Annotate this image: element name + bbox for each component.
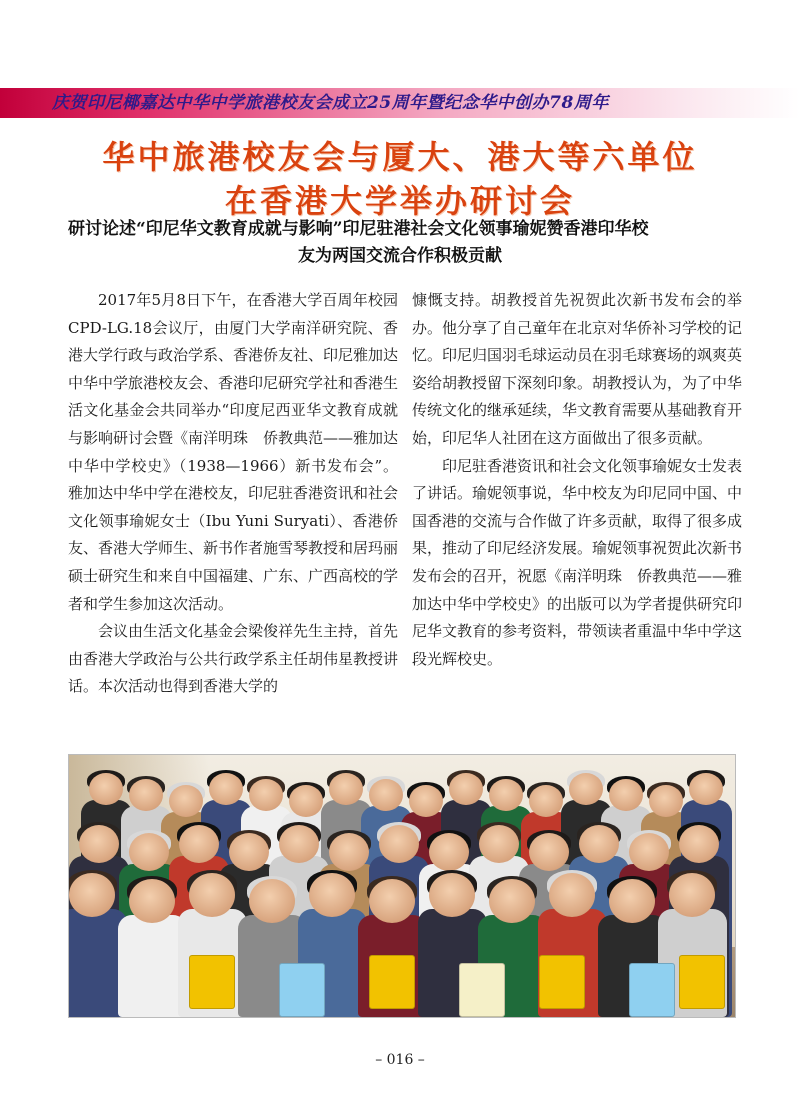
- photo-person-face: [369, 779, 403, 811]
- group-photo: [68, 754, 736, 1018]
- photo-person-face: [79, 825, 119, 863]
- photo-person-face: [529, 785, 563, 817]
- article-paragraph: 慷慨支持。胡教授首先祝贺此次新书发布会的举办。他分享了自己童年在北京对华侨补习学校的记忆。印尼归国羽毛球运动员在羽毛球赛场的飒爽英姿给胡教授留下深刻印象。胡教授认为，为了中华传统文化的继承延续，华文教育需要从基础教育开始，印尼华人社团在这方面做出了很多贡献。: [412, 291, 743, 447]
- photo-person-face: [489, 879, 535, 923]
- subheadline-line-2: 友为两国交流合作积极贡献: [298, 246, 502, 266]
- photo-person-face: [289, 785, 323, 817]
- photo-person-face: [409, 785, 443, 817]
- photo-tote-bag: [369, 955, 415, 1009]
- photo-person-face: [369, 879, 415, 923]
- photo-person-face: [549, 873, 595, 917]
- photo-tote-bag: [459, 963, 505, 1017]
- photo-person-face: [689, 773, 723, 805]
- photo-person-face: [329, 773, 363, 805]
- photo-person-face: [489, 779, 523, 811]
- photo-person-face: [169, 785, 203, 817]
- photo-tote-bag: [539, 955, 585, 1009]
- photo-person-face: [129, 879, 175, 923]
- photo-person-face: [129, 779, 163, 811]
- article-paragraph: 印尼驻香港资讯和社会文化领事瑜妮女士发表了讲话。瑜妮领事说，华中校友为印尼同中国、中国香港的交流与合作做了许多贡献，取得了很多成果，推动了印尼经济发展。瑜妮领事祝贺此次新书发布会的召开，祝愿《南洋明珠 侨教典范——雅加达中华中学校史》的出版可以为学者提供研究印尼华文教育的参考资料，带领读者重温中华中学这段光辉校史。: [412, 456, 743, 668]
- photo-person-face: [649, 785, 683, 817]
- photo-tote-bag: [629, 963, 675, 1017]
- article-paragraph: 2017年5月8日下午，在香港大学百周年校园CPD-LG.18会议厅，由厦门大学南洋研究院、香港大学行政与政治学系、香港侨友社、印尼雅加达中华中学旅港校友会、香港印尼研究学社和香港生活文化基金会共同举办“印度尼西亚华文教育成就与影响研讨会暨《南洋明珠 侨教典范——雅加达中华中学校史》（1938—1966）新书发布会”。雅加达中华中学在港校友，印尼驻香港资讯和社会文化领事瑜妮女士（Ibu Yuni Suryati）、香港侨友、香港大学师生、新书作者施雪琴教授和居玛丽硕士研究生和来自中国福建、广东、广西高校的学者和学生参加这次活动。: [68, 291, 399, 613]
- banner-text: 庆贺印尼椰嘉达中华中学旅港校友会成立25周年暨纪念华中创办78周年: [52, 93, 609, 113]
- page-number: – 016 –: [375, 1052, 425, 1068]
- header-banner: [0, 88, 800, 118]
- photo-person-face: [279, 825, 319, 863]
- photo-person-face: [529, 833, 569, 871]
- photo-person-body: [118, 915, 187, 1017]
- photo-person-face: [679, 825, 719, 863]
- article-left-column: [68, 287, 398, 701]
- photo-person-face: [609, 879, 655, 923]
- photo-person-face: [429, 833, 469, 871]
- subheadline-line-1: 研讨论述“印尼华文教育成就与影响”印尼驻港社会文化领事瑜妮赞香港印华校: [68, 219, 649, 239]
- photo-person-face: [229, 833, 269, 871]
- photo-person-face: [329, 833, 369, 871]
- photo-person-face: [379, 825, 419, 863]
- photo-person-face: [129, 833, 169, 871]
- photo-person-face: [249, 779, 283, 811]
- photo-tote-bag: [679, 955, 725, 1009]
- photo-person-face: [669, 873, 715, 917]
- article-right-column: [412, 287, 742, 673]
- article-paragraph: 会议由生活文化基金会梁俊祥先生主持，首先由香港大学政治与公共行政学系主任胡伟星教授讲话。本次活动也得到香港大学的: [68, 622, 399, 696]
- photo-person-face: [189, 873, 235, 917]
- photo-person-face: [89, 773, 123, 805]
- photo-person-face: [309, 873, 355, 917]
- photo-person-face: [69, 873, 115, 917]
- photo-person-face: [249, 879, 295, 923]
- photo-person-face: [429, 873, 475, 917]
- headline-line-2: 在香港大学举办研讨会: [224, 182, 575, 220]
- photo-tote-bag: [279, 963, 325, 1017]
- photo-person-face: [179, 825, 219, 863]
- photo-person-face: [609, 779, 643, 811]
- photo-person-face: [479, 825, 519, 863]
- photo-tote-bag: [189, 955, 235, 1009]
- headline-line-1: 华中旅港校友会与厦大、港大等六单位: [102, 138, 698, 176]
- photo-person-face: [569, 773, 603, 805]
- photo-person-face: [449, 773, 483, 805]
- photo-person-face: [579, 825, 619, 863]
- photo-person-face: [209, 773, 243, 805]
- photo-person-face: [629, 833, 669, 871]
